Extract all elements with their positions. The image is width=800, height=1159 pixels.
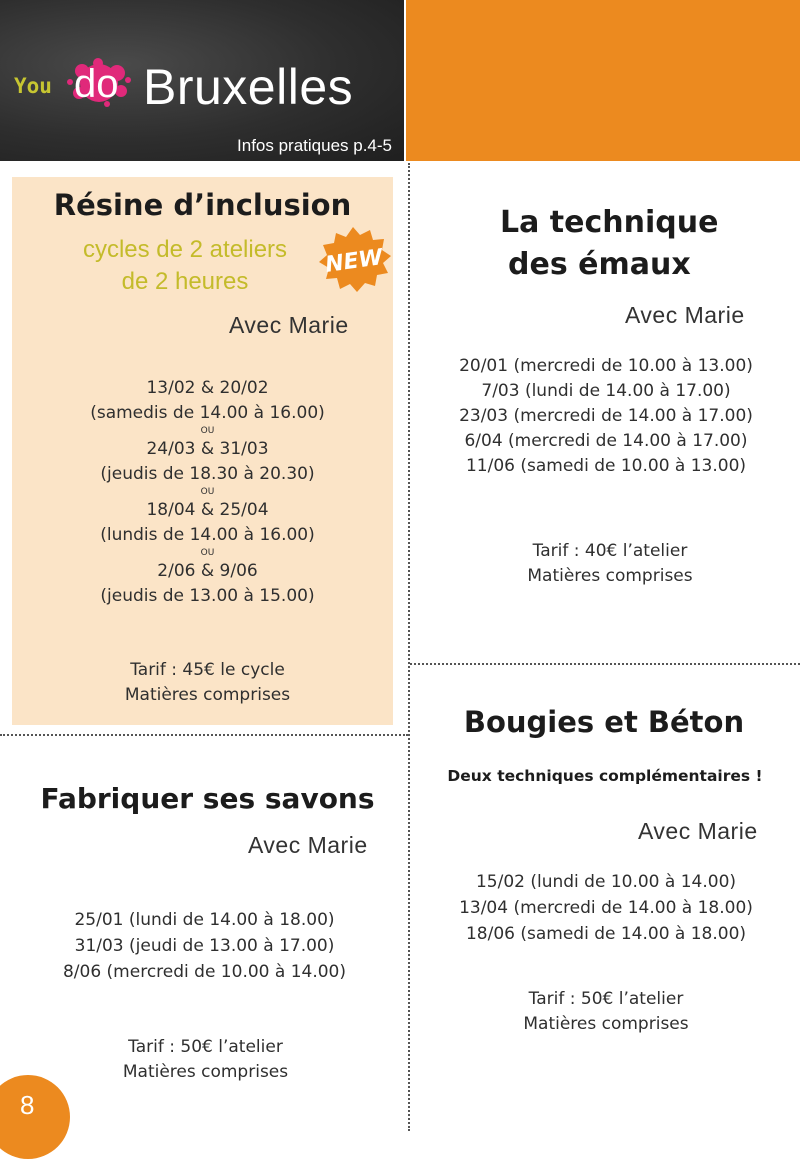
bougies-date-3: 18/06 (samedi de 14.00 à 18.00) <box>465 924 747 944</box>
savons-dates <box>12 907 397 985</box>
bougies-date-1: 15/02 (lundi de 10.00 à 14.00) <box>475 872 737 892</box>
resine-block2-dates: 24/03 & 31/03 <box>146 439 269 459</box>
resine-ou-1: OU <box>200 426 215 436</box>
resine-ou-3: OU <box>200 548 215 558</box>
emaux-matieres: Matières comprises <box>527 566 693 586</box>
emaux-dates <box>412 354 800 479</box>
new-badge-icon <box>313 225 393 295</box>
bougies-tarif: Tarif : 50€ l’atelier <box>528 989 684 1009</box>
savons-date-3: 8/06 (mercredi de 10.00 à 14.00) <box>62 962 347 982</box>
bougies-dates <box>412 869 800 947</box>
resine-pricing <box>20 658 395 708</box>
vertical-divider <box>408 163 410 1131</box>
bougies-avec: Avec Marie <box>638 818 758 844</box>
savons-date-2: 31/03 (jeudi de 13.00 à 17.00) <box>74 936 335 956</box>
resine-ou-2: OU <box>200 487 215 497</box>
resine-block4-detail: (jeudis de 13.00 à 15.00) <box>100 586 315 606</box>
logo-city: Bruxelles <box>143 59 354 115</box>
emaux-date-3: 23/03 (mercredi de 14.00 à 17.00) <box>459 406 753 426</box>
emaux-date-4: 6/04 (mercredi de 14.00 à 17.00) <box>464 431 748 451</box>
emaux-tarif: Tarif : 40€ l’atelier <box>532 541 688 561</box>
emaux-pricing <box>412 539 800 589</box>
savons-avec: Avec Marie <box>248 832 368 858</box>
emaux-avec: Avec Marie <box>625 302 745 328</box>
savons-tarif: Tarif : 50€ l’atelier <box>128 1037 283 1057</box>
resine-block4-dates: 2/06 & 9/06 <box>157 561 258 581</box>
resine-block1-detail: (samedis de 14.00 à 16.00) <box>90 403 325 423</box>
resine-dates <box>20 376 395 609</box>
page-number: 8 <box>20 1090 35 1120</box>
savons-matieres: Matières comprises <box>122 1062 289 1082</box>
infos-pratiques: Infos pratiques p.4-5 <box>237 136 392 155</box>
resine-subtitle-line2: de 2 heures <box>121 268 249 295</box>
resine-tarif: Tarif : 45€ le cycle <box>130 660 285 680</box>
emaux-date-5: 11/06 (samedi de 10.00 à 13.00) <box>465 456 747 476</box>
horizontal-divider-right <box>410 663 800 665</box>
logo-you: You <box>14 74 52 98</box>
resine-subtitle-line1: cycles de 2 ateliers <box>82 236 288 263</box>
emaux-date-1: 20/01 (mercredi de 10.00 à 13.00) <box>459 356 753 376</box>
resine-matieres: Matières comprises <box>124 685 291 705</box>
resine-block3-detail: (lundis de 14.00 à 16.00) <box>100 525 315 545</box>
savons-title: Fabriquer ses savons <box>40 782 375 815</box>
resine-avec: Avec Marie <box>229 312 349 338</box>
resine-block2-detail: (jeudis de 18.30 à 20.30) <box>100 464 315 484</box>
bougies-date-2: 13/04 (mercredi de 14.00 à 18.00) <box>459 898 753 918</box>
emaux-date-2: 7/03 (lundi de 14.00 à 17.00) <box>481 381 731 401</box>
savons-pricing <box>12 1035 399 1085</box>
bougies-title: Bougies et Béton <box>463 705 745 739</box>
page-number-circle <box>0 1075 70 1159</box>
resine-block3-dates: 18/04 & 25/04 <box>146 500 269 520</box>
logo-do: do <box>74 62 119 106</box>
bougies-subtitle: Deux techniques complémentaires ! <box>447 767 763 785</box>
emaux-title-line1: La technique <box>500 205 719 240</box>
header-orange-band <box>406 0 800 161</box>
horizontal-divider-left <box>0 734 408 736</box>
bougies-matieres: Matières comprises <box>523 1014 689 1034</box>
resine-block1-dates: 13/02 & 20/02 <box>146 378 269 398</box>
resine-title: Résine d’inclusion <box>53 188 352 222</box>
emaux-title-line2: des émaux <box>508 247 691 282</box>
bougies-pricing <box>412 987 800 1037</box>
new-badge-label: NEW <box>323 245 385 278</box>
savons-date-1: 25/01 (lundi de 14.00 à 18.00) <box>74 910 335 930</box>
